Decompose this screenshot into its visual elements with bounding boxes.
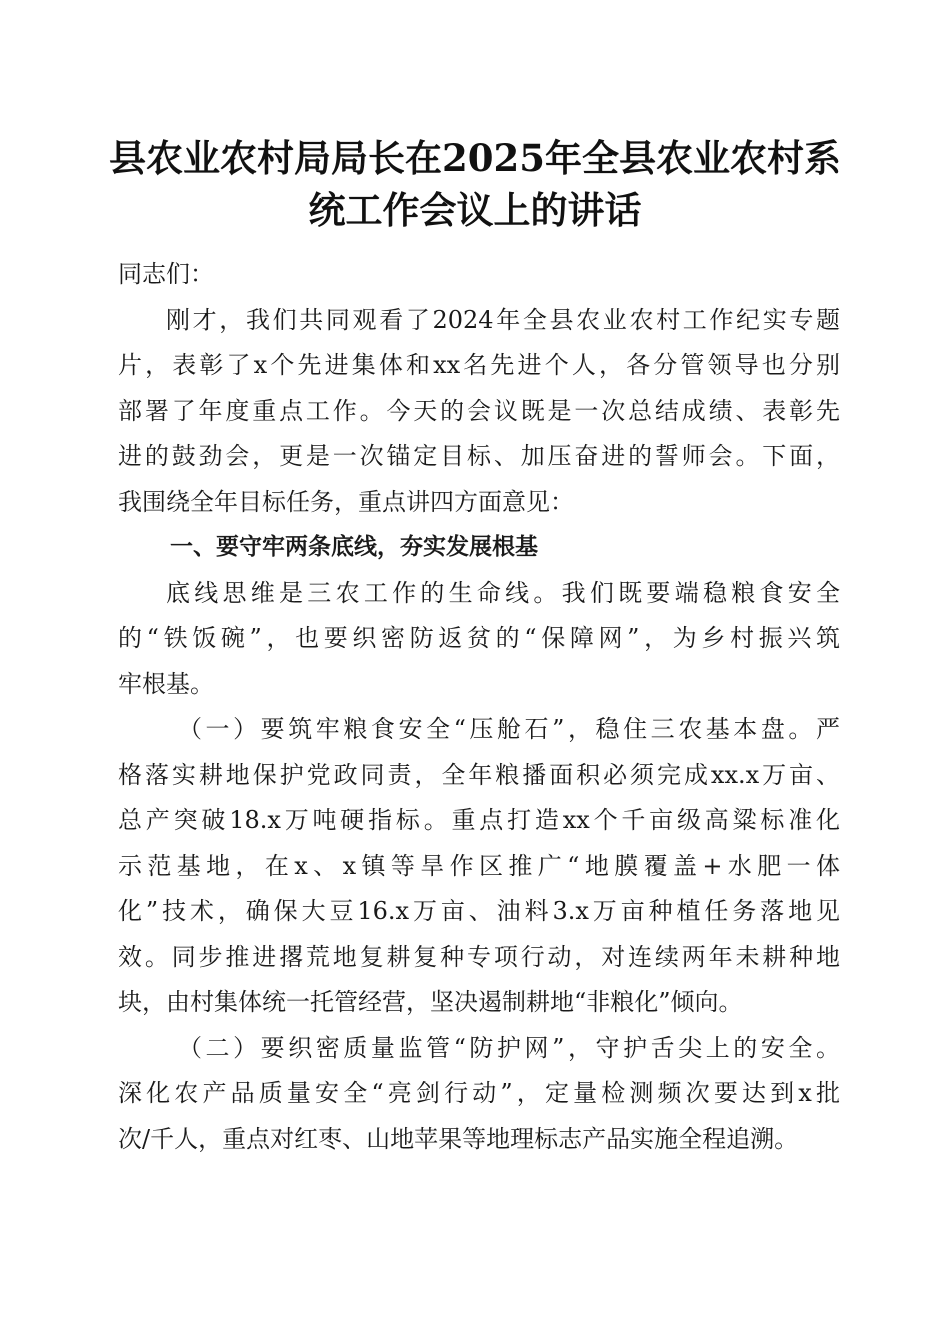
paragraph-line: 牢根基。 <box>118 669 214 698</box>
paragraph-line: 刚才，我们共同观看了2024年全县农业农村工作纪实专题 <box>166 305 840 334</box>
paragraph-line: 总产突破18.x万吨硬指标。重点打造xx个千亩级高粱标准化 <box>118 806 840 834</box>
paragraph-line: 的“铁饭碗”，也要织密防返贫的“保障网”，为乡村振兴筑 <box>118 624 840 652</box>
section-heading: 一、要守牢两条底线，夯实发展根基 <box>170 534 538 560</box>
document-body <box>118 252 840 1162</box>
paragraph-line: 块，由村集体统一托管经营，坚决遏制耕地“非粮化”倾向。 <box>118 988 743 1016</box>
document-title <box>100 132 850 236</box>
paragraph-line: 次/千人，重点对红枣、山地苹果等地理标志产品实施全程追溯。 <box>118 1124 799 1153</box>
paragraph-line: 片，表彰了x个先进集体和xx名先进个人，各分管领导也分别 <box>118 351 840 379</box>
section-heading-1 <box>118 525 840 571</box>
paragraph-line: （二）要织密质量监管“防护网”，守护舌尖上的安全。 <box>178 1033 840 1062</box>
paragraph-line: 化”技术，确保大豆16.x万亩、油料3.x万亩种植任务落地见 <box>118 897 840 925</box>
paragraph-line: 深化农产品质量安全“亮剑行动”，定量检测频次要达到x批 <box>118 1079 840 1107</box>
paragraph-line: （一）要筑牢粮食安全“压舱石”，稳住三农基本盘。严 <box>178 715 840 743</box>
title-line: 统工作会议上的讲话 <box>308 188 642 232</box>
paragraph-quality-supervision <box>118 1026 840 1163</box>
paragraph-line: 效。同步推进撂荒地复耕复种专项行动，对连续两年未耕种地 <box>118 942 840 971</box>
paragraph-line: 我围绕全年目标任务，重点讲四方面意见： <box>118 487 574 516</box>
paragraph-grain-security <box>118 707 840 1026</box>
paragraph-bottom-line <box>118 571 840 708</box>
paragraph-intro <box>118 298 840 526</box>
paragraph-line: 格落实耕地保护党政同责，全年粮播面积必须完成xx.x万亩、 <box>118 760 840 789</box>
paragraph-line: 部署了年度重点工作。今天的会议既是一次总结成绩、表彰先 <box>118 396 840 425</box>
salutation: 同志们： <box>118 260 214 288</box>
paragraph-line: 进的鼓劲会，更是一次锚定目标、加压奋进的誓师会。下面， <box>118 442 840 470</box>
paragraph-line: 底线思维是三农工作的生命线。我们既要端稳粮食安全 <box>166 578 840 607</box>
title-line: 县农业农村局局长在2025年全县农业农村系 <box>109 136 841 180</box>
paragraph-line: 示范基地，在x、x镇等旱作区推广“地膜覆盖+水肥一体 <box>118 851 840 880</box>
